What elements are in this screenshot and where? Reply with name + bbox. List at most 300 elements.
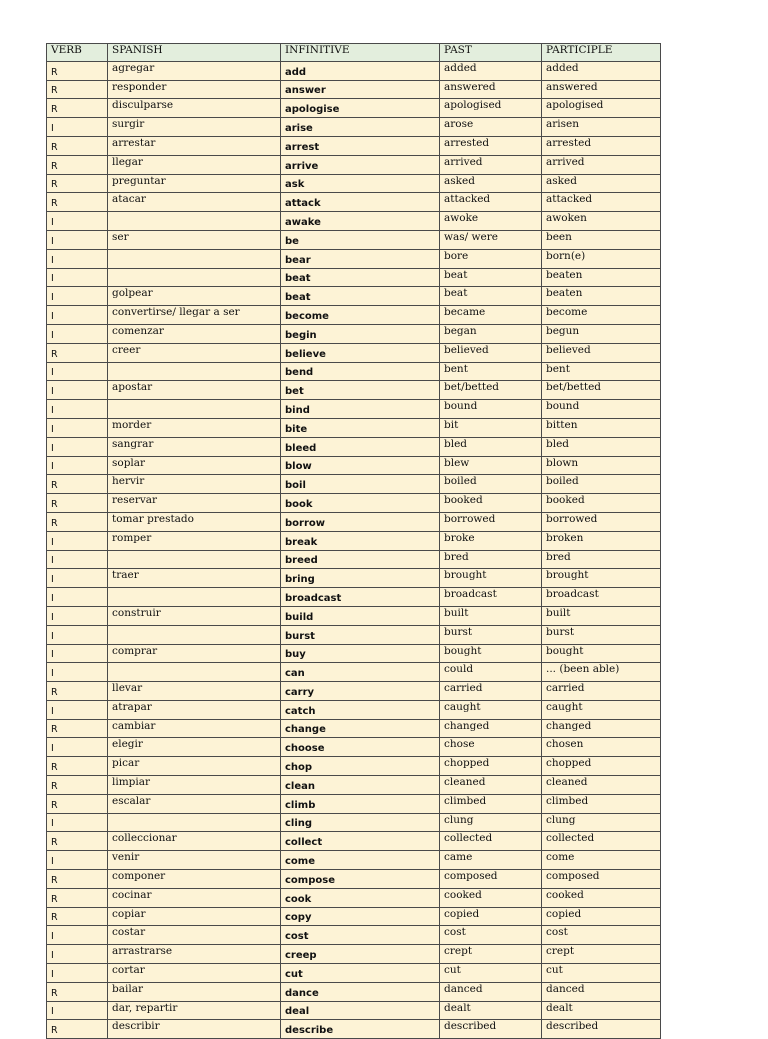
infinitive-cell: answer xyxy=(281,80,440,99)
past-cell: carried xyxy=(440,682,542,701)
infinitive-cell: blow xyxy=(281,456,440,475)
verb-type-cell: R xyxy=(47,832,108,851)
participle-cell: carried xyxy=(542,682,661,701)
participle-cell: cooked xyxy=(542,888,661,907)
verb-type-cell: R xyxy=(47,757,108,776)
verb-type-cell: R xyxy=(47,99,108,118)
past-cell: bent xyxy=(440,362,542,381)
table-row xyxy=(47,1020,661,1039)
spanish-cell: componer xyxy=(108,870,281,889)
spanish-cell: cortar xyxy=(108,964,281,983)
verb-type-cell: I xyxy=(47,268,108,287)
spanish-cell: hervir xyxy=(108,475,281,494)
infinitive-cell: apologise xyxy=(281,99,440,118)
spanish-cell: venir xyxy=(108,851,281,870)
participle-cell: boiled xyxy=(542,475,661,494)
verb-type-cell: I xyxy=(47,926,108,945)
participle-cell: beaten xyxy=(542,287,661,306)
verb-type-cell: R xyxy=(47,80,108,99)
table-row xyxy=(47,475,661,494)
verb-type-cell: R xyxy=(47,193,108,212)
verb-type-cell: I xyxy=(47,588,108,607)
past-cell: caught xyxy=(440,700,542,719)
spanish-cell: traer xyxy=(108,569,281,588)
participle-cell: borrowed xyxy=(542,512,661,531)
table-row xyxy=(47,306,661,325)
past-cell: beat xyxy=(440,268,542,287)
past-cell: blew xyxy=(440,456,542,475)
spanish-cell: morder xyxy=(108,418,281,437)
spanish-cell: apostar xyxy=(108,381,281,400)
spanish-cell: picar xyxy=(108,757,281,776)
table-row xyxy=(47,964,661,983)
past-cell: bought xyxy=(440,644,542,663)
spanish-cell: agregar xyxy=(108,61,281,80)
infinitive-cell: describe xyxy=(281,1020,440,1039)
participle-cell: added xyxy=(542,61,661,80)
verb-type-cell: R xyxy=(47,61,108,80)
participle-cell: apologised xyxy=(542,99,661,118)
verb-type-cell: I xyxy=(47,531,108,550)
past-cell: cost xyxy=(440,926,542,945)
participle-cell: been xyxy=(542,230,661,249)
past-cell: awoke xyxy=(440,212,542,231)
infinitive-cell: borrow xyxy=(281,512,440,531)
table-row xyxy=(47,719,661,738)
spanish-cell: soplar xyxy=(108,456,281,475)
verb-type-cell: R xyxy=(47,907,108,926)
verb-type-cell: I xyxy=(47,813,108,832)
verb-type-cell: R xyxy=(47,174,108,193)
participle-cell: arisen xyxy=(542,118,661,137)
past-cell: beat xyxy=(440,287,542,306)
table-row xyxy=(47,136,661,155)
header-participle: PARTICIPLE xyxy=(542,44,661,62)
table-row xyxy=(47,99,661,118)
table-row xyxy=(47,813,661,832)
header-past: PAST xyxy=(440,44,542,62)
participle-cell: chosen xyxy=(542,738,661,757)
participle-cell: collected xyxy=(542,832,661,851)
infinitive-cell: buy xyxy=(281,644,440,663)
spanish-cell: elegir xyxy=(108,738,281,757)
past-cell: became xyxy=(440,306,542,325)
infinitive-cell: clean xyxy=(281,776,440,795)
infinitive-cell: bear xyxy=(281,249,440,268)
spanish-cell: surgir xyxy=(108,118,281,137)
participle-cell: begun xyxy=(542,324,661,343)
participle-cell: brought xyxy=(542,569,661,588)
participle-cell: burst xyxy=(542,625,661,644)
infinitive-cell: compose xyxy=(281,870,440,889)
verb-type-cell: R xyxy=(47,494,108,513)
past-cell: apologised xyxy=(440,99,542,118)
spanish-cell: responder xyxy=(108,80,281,99)
past-cell: broke xyxy=(440,531,542,550)
participle-cell: come xyxy=(542,851,661,870)
participle-cell: awoken xyxy=(542,212,661,231)
infinitive-cell: bite xyxy=(281,418,440,437)
table-row xyxy=(47,80,661,99)
spanish-cell: bailar xyxy=(108,982,281,1001)
verb-type-cell: R xyxy=(47,719,108,738)
infinitive-cell: become xyxy=(281,306,440,325)
participle-cell: booked xyxy=(542,494,661,513)
verb-type-cell: I xyxy=(47,400,108,419)
past-cell: collected xyxy=(440,832,542,851)
verb-type-cell: I xyxy=(47,964,108,983)
table-row xyxy=(47,381,661,400)
infinitive-cell: beat xyxy=(281,287,440,306)
table-row xyxy=(47,343,661,362)
infinitive-cell: chop xyxy=(281,757,440,776)
verb-type-cell: I xyxy=(47,569,108,588)
table-row xyxy=(47,1001,661,1020)
table-row xyxy=(47,682,661,701)
spanish-cell: cocinar xyxy=(108,888,281,907)
table-row xyxy=(47,174,661,193)
table-row xyxy=(47,287,661,306)
verb-type-cell: R xyxy=(47,475,108,494)
infinitive-cell: collect xyxy=(281,832,440,851)
verb-type-cell: I xyxy=(47,456,108,475)
spanish-cell: reservar xyxy=(108,494,281,513)
table-row xyxy=(47,700,661,719)
table-row xyxy=(47,456,661,475)
spanish-cell xyxy=(108,588,281,607)
participle-cell: broadcast xyxy=(542,588,661,607)
past-cell: bled xyxy=(440,437,542,456)
verb-type-cell: I xyxy=(47,437,108,456)
infinitive-cell: bet xyxy=(281,381,440,400)
past-cell: borrowed xyxy=(440,512,542,531)
verb-type-cell: R xyxy=(47,682,108,701)
past-cell: climbed xyxy=(440,794,542,813)
infinitive-cell: change xyxy=(281,719,440,738)
infinitive-cell: dance xyxy=(281,982,440,1001)
verb-type-cell: I xyxy=(47,851,108,870)
infinitive-cell: copy xyxy=(281,907,440,926)
spanish-cell xyxy=(108,362,281,381)
participle-cell: believed xyxy=(542,343,661,362)
participle-cell: bled xyxy=(542,437,661,456)
past-cell: asked xyxy=(440,174,542,193)
past-cell: bore xyxy=(440,249,542,268)
table-row xyxy=(47,61,661,80)
verb-type-cell: I xyxy=(47,381,108,400)
participle-cell: dealt xyxy=(542,1001,661,1020)
table-row xyxy=(47,907,661,926)
past-cell: brought xyxy=(440,569,542,588)
table-row xyxy=(47,832,661,851)
spanish-cell: construir xyxy=(108,606,281,625)
participle-cell: ... (been able) xyxy=(542,663,661,682)
table-row xyxy=(47,945,661,964)
infinitive-cell: believe xyxy=(281,343,440,362)
spanish-cell: tomar prestado xyxy=(108,512,281,531)
past-cell: copied xyxy=(440,907,542,926)
infinitive-cell: deal xyxy=(281,1001,440,1020)
verb-type-cell: I xyxy=(47,287,108,306)
participle-cell: attacked xyxy=(542,193,661,212)
table-row xyxy=(47,118,661,137)
spanish-cell xyxy=(108,249,281,268)
past-cell: danced xyxy=(440,982,542,1001)
infinitive-cell: bleed xyxy=(281,437,440,456)
past-cell: chopped xyxy=(440,757,542,776)
past-cell: cooked xyxy=(440,888,542,907)
past-cell: bit xyxy=(440,418,542,437)
table-row xyxy=(47,230,661,249)
spanish-cell xyxy=(108,268,281,287)
participle-cell: caught xyxy=(542,700,661,719)
spanish-cell xyxy=(108,400,281,419)
infinitive-cell: begin xyxy=(281,324,440,343)
participle-cell: clung xyxy=(542,813,661,832)
verb-type-cell: I xyxy=(47,945,108,964)
spanish-cell: colleccionar xyxy=(108,832,281,851)
past-cell: booked xyxy=(440,494,542,513)
spanish-cell xyxy=(108,550,281,569)
spanish-cell: limpiar xyxy=(108,776,281,795)
table-body xyxy=(47,61,661,1038)
verb-type-cell: I xyxy=(47,249,108,268)
verb-type-cell: I xyxy=(47,324,108,343)
spanish-cell: convertirse/ llegar a ser xyxy=(108,306,281,325)
table-row xyxy=(47,400,661,419)
verb-type-cell: I xyxy=(47,1001,108,1020)
header-infinitive: INFINITIVE xyxy=(281,44,440,62)
verb-type-cell: I xyxy=(47,625,108,644)
verb-type-cell: I xyxy=(47,230,108,249)
verb-type-cell: R xyxy=(47,136,108,155)
spanish-cell xyxy=(108,813,281,832)
past-cell: dealt xyxy=(440,1001,542,1020)
infinitive-cell: can xyxy=(281,663,440,682)
participle-cell: cost xyxy=(542,926,661,945)
past-cell: arrived xyxy=(440,155,542,174)
infinitive-cell: climb xyxy=(281,794,440,813)
verb-type-cell: I xyxy=(47,606,108,625)
participle-cell: bred xyxy=(542,550,661,569)
infinitive-cell: cling xyxy=(281,813,440,832)
spanish-cell: ser xyxy=(108,230,281,249)
past-cell: crept xyxy=(440,945,542,964)
participle-cell: bound xyxy=(542,400,661,419)
infinitive-cell: beat xyxy=(281,268,440,287)
table-header xyxy=(47,44,661,62)
table-row xyxy=(47,155,661,174)
verb-table xyxy=(46,43,661,1039)
spanish-cell: preguntar xyxy=(108,174,281,193)
spanish-cell xyxy=(108,663,281,682)
spanish-cell: atacar xyxy=(108,193,281,212)
participle-cell: answered xyxy=(542,80,661,99)
spanish-cell: comenzar xyxy=(108,324,281,343)
past-cell: bound xyxy=(440,400,542,419)
spanish-cell: atrapar xyxy=(108,700,281,719)
table-row xyxy=(47,324,661,343)
verb-type-cell: I xyxy=(47,700,108,719)
past-cell: broadcast xyxy=(440,588,542,607)
participle-cell: become xyxy=(542,306,661,325)
verb-type-cell: R xyxy=(47,1020,108,1039)
table-row xyxy=(47,362,661,381)
infinitive-cell: broadcast xyxy=(281,588,440,607)
table-row xyxy=(47,212,661,231)
participle-cell: built xyxy=(542,606,661,625)
past-cell: built xyxy=(440,606,542,625)
infinitive-cell: book xyxy=(281,494,440,513)
participle-cell: broken xyxy=(542,531,661,550)
past-cell: cleaned xyxy=(440,776,542,795)
verb-type-cell: R xyxy=(47,776,108,795)
infinitive-cell: burst xyxy=(281,625,440,644)
infinitive-cell: catch xyxy=(281,700,440,719)
verb-type-cell: R xyxy=(47,982,108,1001)
verb-type-cell: I xyxy=(47,550,108,569)
past-cell: cut xyxy=(440,964,542,983)
table-row xyxy=(47,531,661,550)
participle-cell: danced xyxy=(542,982,661,1001)
table-row xyxy=(47,494,661,513)
infinitive-cell: add xyxy=(281,61,440,80)
infinitive-cell: choose xyxy=(281,738,440,757)
infinitive-cell: be xyxy=(281,230,440,249)
past-cell: believed xyxy=(440,343,542,362)
table-row xyxy=(47,437,661,456)
past-cell: boiled xyxy=(440,475,542,494)
participle-cell: described xyxy=(542,1020,661,1039)
participle-cell: cut xyxy=(542,964,661,983)
past-cell: came xyxy=(440,851,542,870)
table-row xyxy=(47,550,661,569)
table-row xyxy=(47,982,661,1001)
participle-cell: bought xyxy=(542,644,661,663)
spanish-cell: sangrar xyxy=(108,437,281,456)
participle-cell: born(e) xyxy=(542,249,661,268)
table-row xyxy=(47,606,661,625)
spanish-cell: creer xyxy=(108,343,281,362)
participle-cell: changed xyxy=(542,719,661,738)
spanish-cell xyxy=(108,212,281,231)
participle-cell: beaten xyxy=(542,268,661,287)
spanish-cell: cambiar xyxy=(108,719,281,738)
past-cell: burst xyxy=(440,625,542,644)
table-row xyxy=(47,851,661,870)
infinitive-cell: breed xyxy=(281,550,440,569)
past-cell: arrested xyxy=(440,136,542,155)
table-row xyxy=(47,512,661,531)
past-cell: chose xyxy=(440,738,542,757)
participle-cell: cleaned xyxy=(542,776,661,795)
participle-cell: chopped xyxy=(542,757,661,776)
table-row xyxy=(47,418,661,437)
past-cell: added xyxy=(440,61,542,80)
spanish-cell: copiar xyxy=(108,907,281,926)
participle-cell: bent xyxy=(542,362,661,381)
past-cell: clung xyxy=(440,813,542,832)
past-cell: changed xyxy=(440,719,542,738)
past-cell: composed xyxy=(440,870,542,889)
spanish-cell: llegar xyxy=(108,155,281,174)
infinitive-cell: cost xyxy=(281,926,440,945)
participle-cell: blown xyxy=(542,456,661,475)
infinitive-cell: come xyxy=(281,851,440,870)
participle-cell: arrived xyxy=(542,155,661,174)
verb-type-cell: R xyxy=(47,870,108,889)
table-row xyxy=(47,249,661,268)
verb-type-cell: I xyxy=(47,306,108,325)
past-cell: could xyxy=(440,663,542,682)
infinitive-cell: arrive xyxy=(281,155,440,174)
spanish-cell xyxy=(108,625,281,644)
infinitive-cell: cook xyxy=(281,888,440,907)
participle-cell: asked xyxy=(542,174,661,193)
table-row xyxy=(47,588,661,607)
infinitive-cell: awake xyxy=(281,212,440,231)
table-row xyxy=(47,625,661,644)
infinitive-cell: cut xyxy=(281,964,440,983)
header-row xyxy=(47,44,661,62)
participle-cell: copied xyxy=(542,907,661,926)
verb-type-cell: I xyxy=(47,362,108,381)
spanish-cell: costar xyxy=(108,926,281,945)
table-row xyxy=(47,888,661,907)
participle-cell: composed xyxy=(542,870,661,889)
infinitive-cell: build xyxy=(281,606,440,625)
past-cell: was/ were xyxy=(440,230,542,249)
infinitive-cell: ask xyxy=(281,174,440,193)
table-row xyxy=(47,776,661,795)
past-cell: bred xyxy=(440,550,542,569)
header-verb: VERB xyxy=(47,44,108,62)
infinitive-cell: bring xyxy=(281,569,440,588)
spanish-cell: dar, repartir xyxy=(108,1001,281,1020)
verb-type-cell: I xyxy=(47,418,108,437)
table-row xyxy=(47,644,661,663)
infinitive-cell: bend xyxy=(281,362,440,381)
participle-cell: bet/betted xyxy=(542,381,661,400)
participle-cell: arrested xyxy=(542,136,661,155)
past-cell: bet/betted xyxy=(440,381,542,400)
past-cell: answered xyxy=(440,80,542,99)
infinitive-cell: arrest xyxy=(281,136,440,155)
spanish-cell: escalar xyxy=(108,794,281,813)
past-cell: arose xyxy=(440,118,542,137)
past-cell: began xyxy=(440,324,542,343)
table-row xyxy=(47,870,661,889)
verb-type-cell: I xyxy=(47,212,108,231)
spanish-cell: arrastrarse xyxy=(108,945,281,964)
table-row xyxy=(47,794,661,813)
spanish-cell: golpear xyxy=(108,287,281,306)
verb-type-cell: I xyxy=(47,738,108,757)
spanish-cell: comprar xyxy=(108,644,281,663)
table-row xyxy=(47,193,661,212)
table-row xyxy=(47,926,661,945)
infinitive-cell: creep xyxy=(281,945,440,964)
infinitive-cell: arise xyxy=(281,118,440,137)
verb-type-cell: R xyxy=(47,794,108,813)
verb-type-cell: R xyxy=(47,512,108,531)
verb-type-cell: I xyxy=(47,663,108,682)
header-spanish: SPANISH xyxy=(108,44,281,62)
infinitive-cell: bind xyxy=(281,400,440,419)
infinitive-cell: carry xyxy=(281,682,440,701)
table-row xyxy=(47,738,661,757)
table-row xyxy=(47,268,661,287)
